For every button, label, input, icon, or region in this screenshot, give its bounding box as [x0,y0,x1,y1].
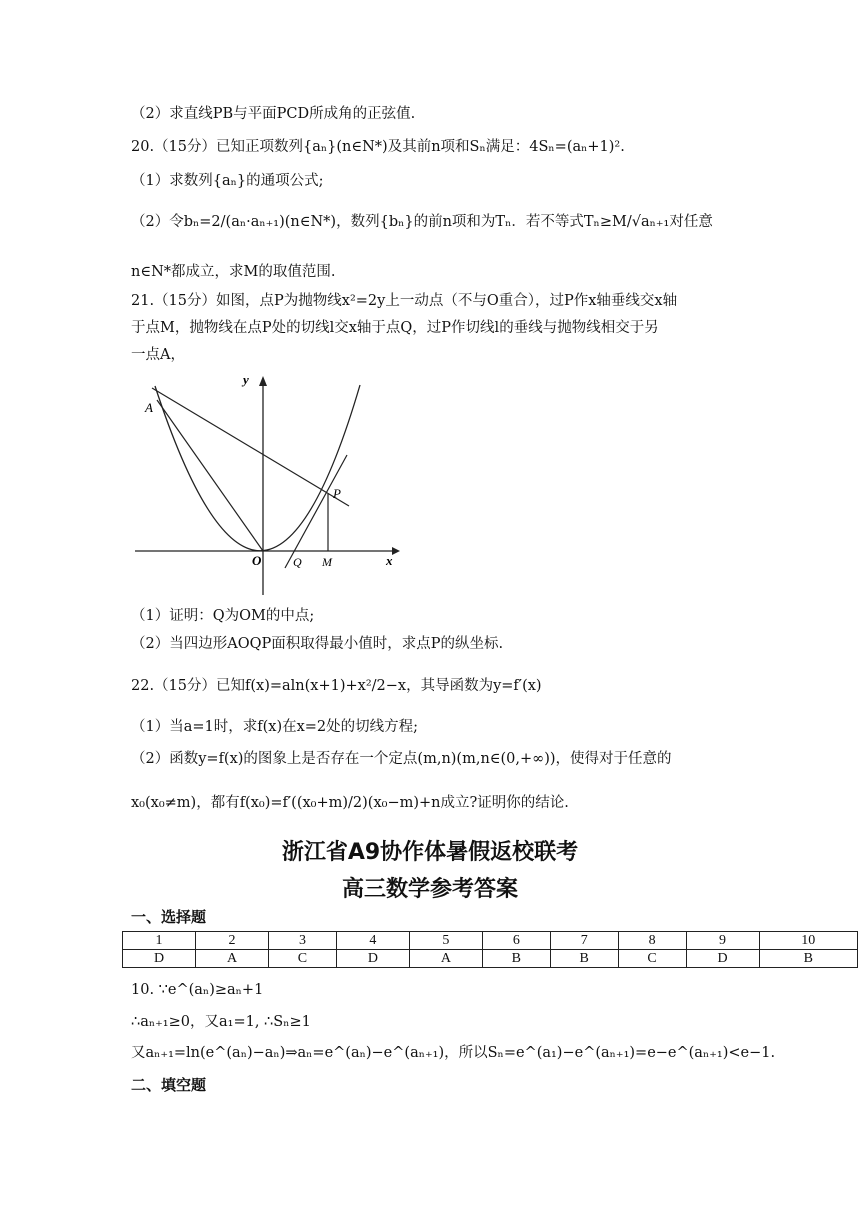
section-fill: 二、填空题 [131,1076,207,1094]
table-cell: D [336,950,409,968]
table-cell: 2 [196,932,269,950]
label-A: A [145,400,153,415]
answer-table [122,931,858,968]
sol10-line1: 10. ∵e^(aₙ)≥aₙ+1 [131,982,264,998]
label-O: O [252,553,262,568]
table-cell: 5 [409,932,482,950]
table-cell: A [196,950,269,968]
answer-table-numbers-row [123,932,858,950]
q21-line2: 于点M，抛物线在点P处的切线l交x轴于点Q，过P作切线l的垂线与抛物线相交于另 [131,320,659,336]
label-x: x [386,553,393,568]
table-cell: 1 [123,932,196,950]
table-cell: B [759,950,858,968]
table-cell: 8 [618,932,686,950]
parabola-figure [130,370,400,600]
q22-part2a: （2）函数y=f(x)的图象上是否存在一个定点(m,n)(m,n∈(0,+∞))，使得对于任意的 [131,751,672,767]
q21-part2: （2）当四边形AOQP面积取得最小值时，求点P的纵坐标. [131,636,504,652]
sol10-line2: ∴aₙ₊₁≥0，又a₁=1, ∴Sₙ≥1 [131,1014,311,1030]
x-axis-arrow [392,547,400,555]
y-axis-arrow [259,376,267,386]
table-cell: 10 [759,932,858,950]
answer-table-answers-row [123,950,858,968]
q20-part1: （1）求数列{aₙ}的通项公式; [131,173,324,189]
table-cell: B [482,950,550,968]
parabola-curve [155,385,360,551]
table-cell: 3 [269,932,337,950]
q22-head: 22.（15分）已知f(x)=aln(x+1)+x²/2−x，其导函数为y=f′(x) [131,678,542,694]
line-AP [152,388,349,506]
label-Q: Q [293,555,302,569]
table-cell: C [618,950,686,968]
label-y: y [243,372,249,387]
label-P: P [333,486,341,501]
q20-head: 20.（15分）已知正项数列{aₙ}(n∈N*)及其前n项和Sₙ满足：4Sₙ=(aₙ+1)². [131,139,625,155]
table-cell: 4 [336,932,409,950]
table-cell: A [409,950,482,968]
table-cell: B [550,950,618,968]
table-cell: D [123,950,196,968]
q20-part2b: n∈N*都成立，求M的取值范围. [131,264,336,280]
sol10-line3: 又aₙ₊₁=ln(e^(aₙ)−aₙ)⇒aₙ=e^(aₙ)−e^(aₙ₊₁)，所以Sₙ=e^(a₁)−e^(aₙ₊₁)=e−e^(aₙ₊₁)<e−1. [131,1045,776,1061]
q21-line1: 21.（15分）如图，点P为抛物线x²=2y上一动点（不与O重合），过P作x轴垂线交x轴 [131,293,678,309]
q22-part2b: x₀(x₀≠m)，都有f(x₀)=f′((x₀+m)/2)(x₀−m)+n成立?证明你的结论. [131,795,569,811]
q21-line3: 一点A， [131,347,185,363]
label-M: M [322,555,332,569]
answer-subtitle: 高三数学参考答案 [341,877,518,902]
table-cell: 6 [482,932,550,950]
table-cell: 9 [686,932,759,950]
table-cell: C [269,950,337,968]
table-cell: 7 [550,932,618,950]
q20-part2a: （2）令bₙ=2/(aₙ·aₙ₊₁)(n∈N*)，数列{bₙ}的前n项和为Tₙ．若不等式Tₙ≥M/√aₙ₊₁对任意 [131,214,713,230]
table-cell: D [686,950,759,968]
answer-title: 浙江省A9协作体暑假返校联考 [281,840,579,865]
q22-part1: （1）当a=1时，求f(x)在x=2处的切线方程; [131,719,419,735]
q19-part2: （2）求直线PB与平面PCD所成角的正弦值. [131,106,416,122]
section-choice: 一、选择题 [131,908,207,926]
q21-part1: （1）证明：Q为OM的中点; [131,608,315,624]
